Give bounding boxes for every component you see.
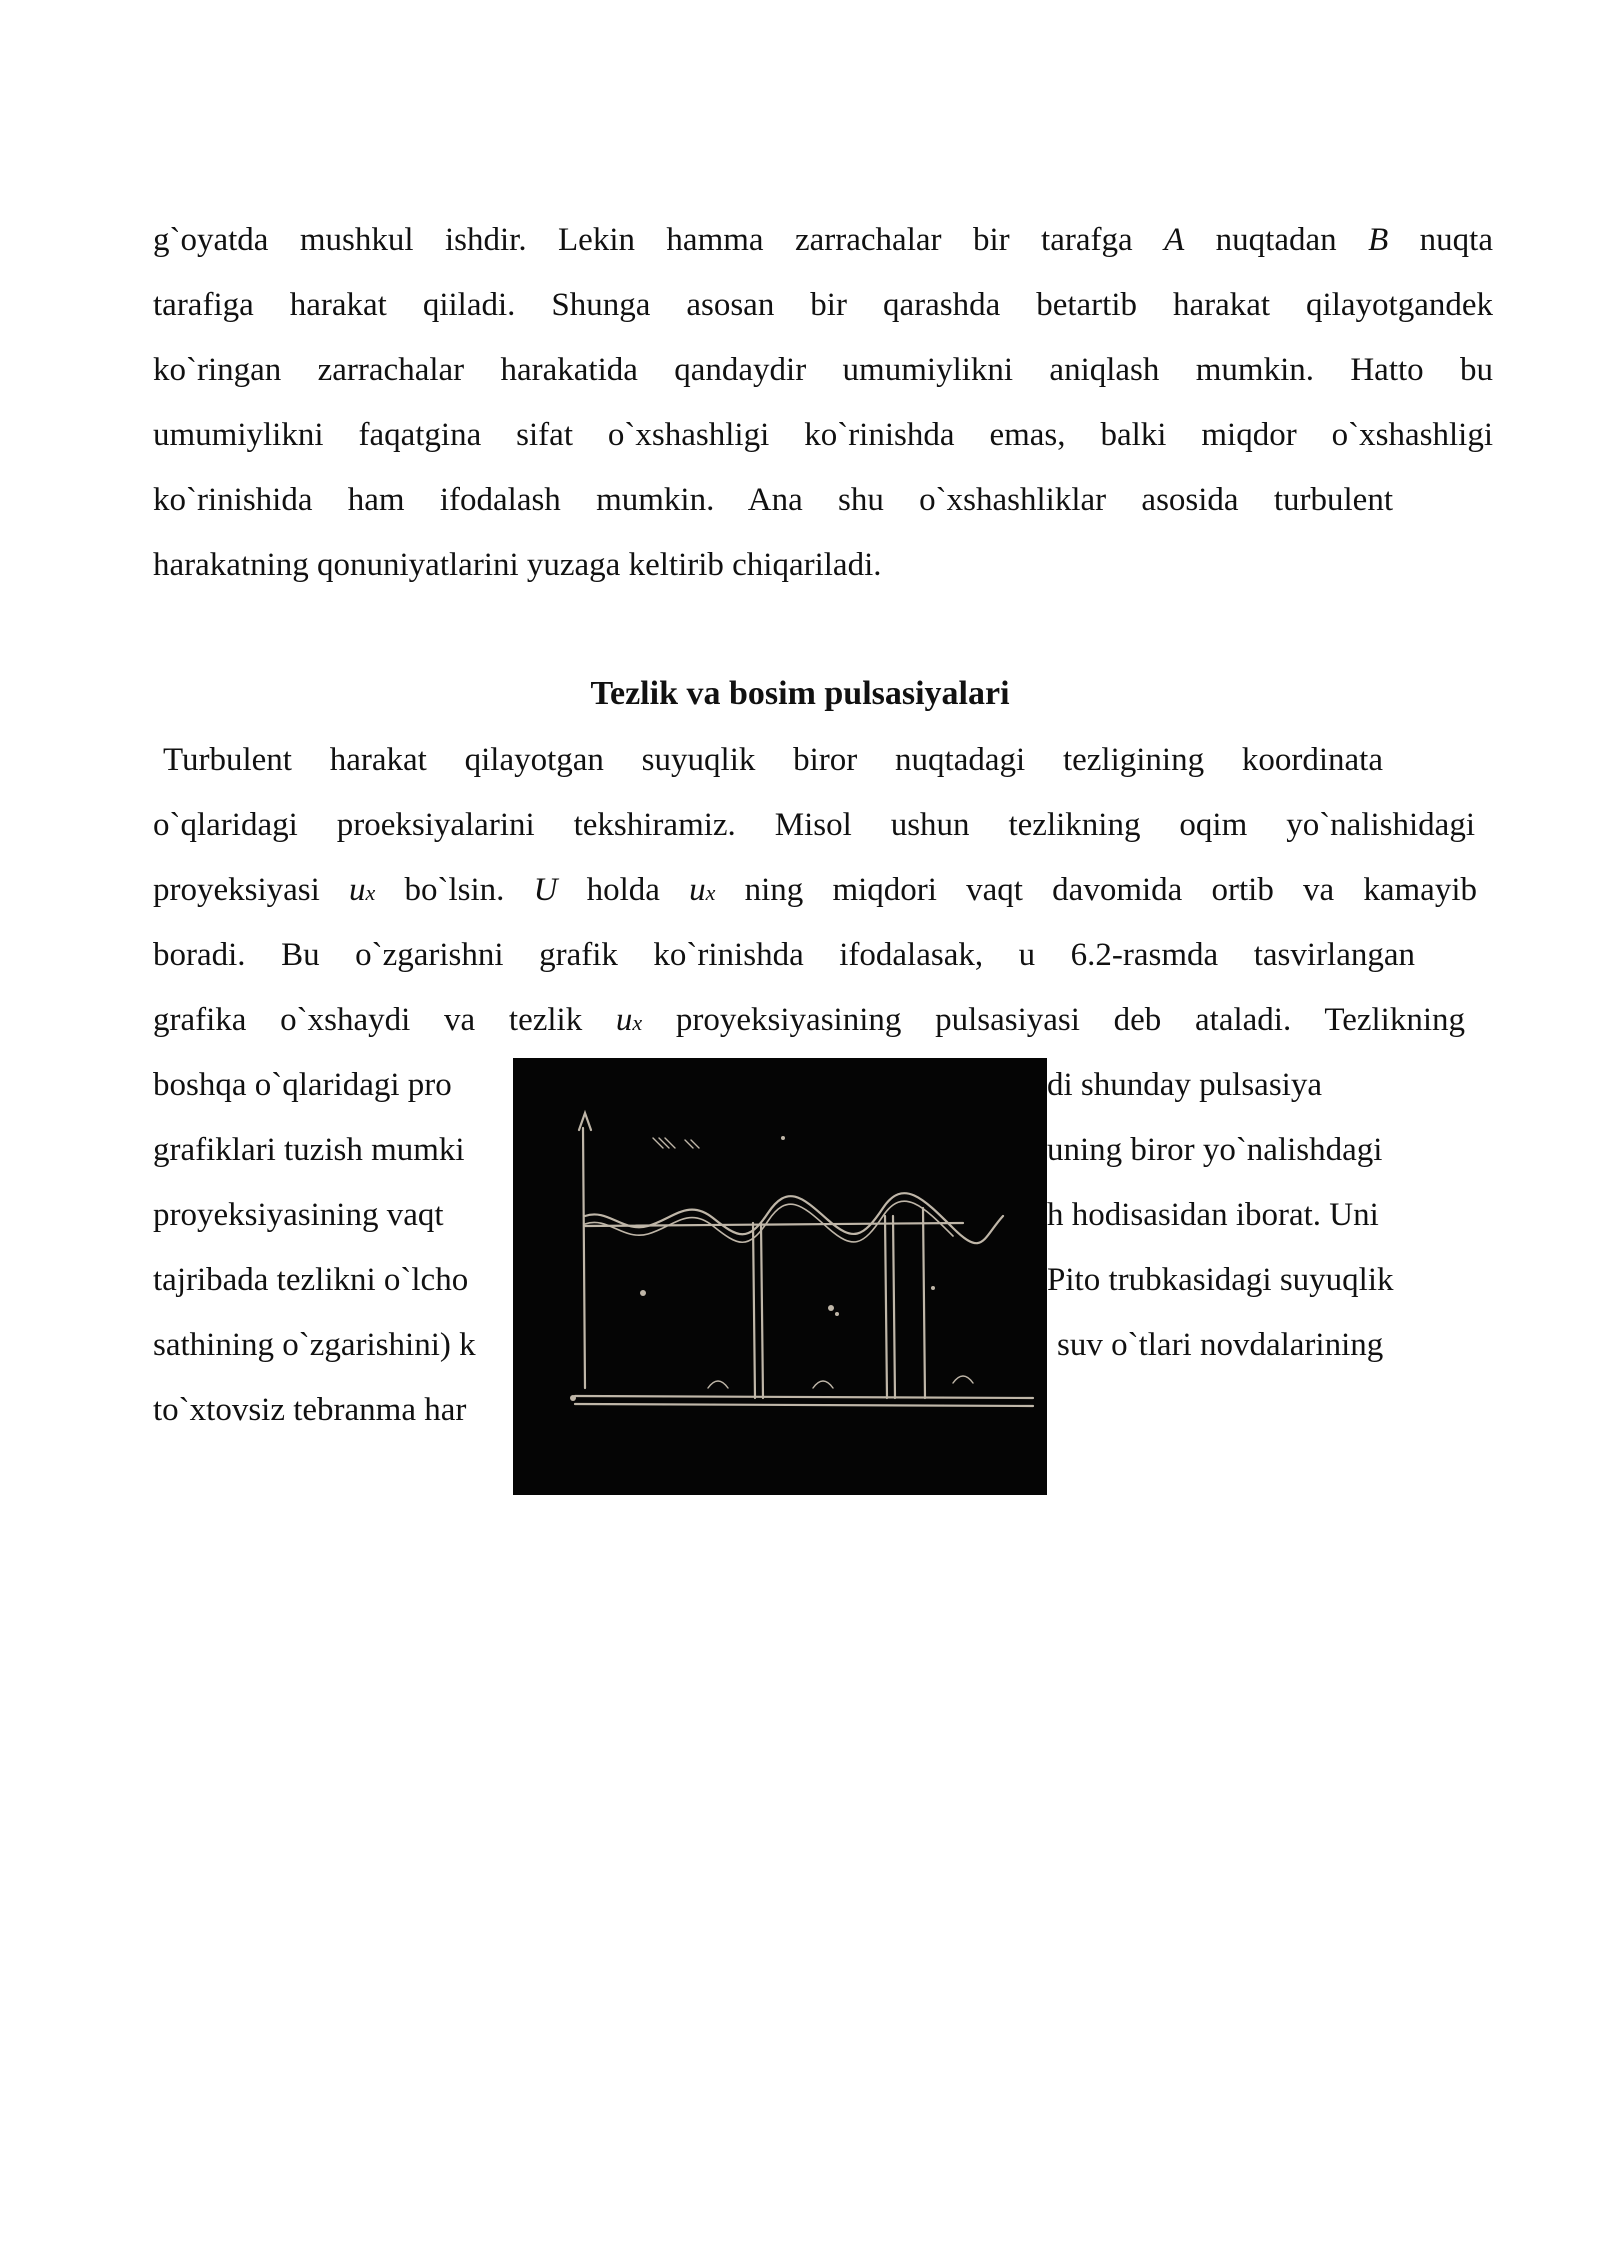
text-line: Turbulent harakat qilayotgan suyuqlik biror nuqtadagi tezligining koordinata (163, 742, 1383, 778)
symbol-u: u (615, 1002, 633, 1038)
text-line: ko`rinishida ham ifodalash mumkin. Ana shu o`xshashliklar asosida turbulent (153, 482, 1393, 518)
subscript-x: x (705, 880, 716, 905)
text-line-left: proyeksiyasining vaqt (153, 1197, 444, 1233)
text-line-left: grafiklari tuzish mumki (153, 1132, 465, 1168)
text-segment: grafika o`xshaydi va tezlik (153, 1002, 616, 1038)
text-line: umumiylikni faqatgina sifat o`xshashligi ko`rinishda emas, balki miqdor o`xshashligi (153, 417, 1493, 453)
time-marker (753, 1223, 763, 1398)
text-segment: holda (557, 872, 690, 908)
text-line-left: to`xtovsiz tebranma har (153, 1392, 467, 1428)
symbol-u: u (689, 872, 706, 908)
text-line: ko`ringan zarrachalar harakatida qandaydir umumiylikni aniqlash mumkin. Hatto bu (153, 352, 1493, 388)
vertical-axis (579, 1113, 591, 1388)
mean-line (585, 1223, 963, 1226)
text-line-right: Pito trubkasidagi suyuqlik (1047, 1262, 1394, 1298)
text-line-right: di shunday pulsasiya (1047, 1067, 1322, 1103)
text-line: o`qlaridagi proeksiyalarini tekshiramiz. Misol ushun tezlikning oqim yo`nalishidagi (153, 807, 1475, 843)
time-marker (923, 1208, 925, 1398)
text-line (153, 1000, 1465, 1043)
text-line-left: sathining o`zgarishini) k (153, 1327, 476, 1363)
text-line: harakatning qonuniyatlarini yuzaga keltirib chiqariladi. (153, 547, 882, 583)
text-segment: proyeksiyasining pulsasiyasi deb ataladi. Tezlikning (642, 1002, 1465, 1038)
subscript-x: x (632, 1010, 643, 1035)
point-label: B (1368, 222, 1389, 258)
section-heading: Tezlik va bosim pulsasiyalari (590, 675, 1010, 712)
text-line-right: uning biror yo`nalishdagi (1047, 1132, 1383, 1168)
text-line (153, 870, 1477, 913)
text-line-left: tajribada tezlikni o`lcho (153, 1262, 469, 1298)
text-segment: bo`lsin. (375, 872, 534, 908)
horizontal-axis (575, 1396, 1033, 1406)
pulsation-curve (585, 1193, 1003, 1243)
text-segment: nuqta (1388, 222, 1493, 258)
subscript-x: x (365, 880, 376, 905)
text-line (153, 220, 1493, 260)
symbol-U: U (533, 872, 558, 908)
text-line: boradi. Bu o`zgarishni grafik ko`rinishda ifodalasak, u 6.2-rasmda tasvirlangan (153, 937, 1415, 973)
text-line-right: suv o`tlari novdalarining (1057, 1327, 1384, 1363)
pulsation-graph-figure (513, 1058, 1047, 1495)
text-segment: g`oyatda mushkul ishdir. Lekin hamma zarrachalar bir tarafga (153, 222, 1165, 258)
point-label: A (1164, 222, 1185, 258)
pulsation-graph-drawing (513, 1058, 1047, 1495)
text-line-left: boshqa o`qlaridagi pro (153, 1067, 452, 1103)
time-marker (885, 1216, 895, 1398)
text-line-right: h hodisasidan iborat. Uni (1047, 1197, 1379, 1233)
text-line: tarafiga harakat qiiladi. Shunga asosan bir qarashda betartib harakat qilayotgandek (153, 287, 1493, 323)
symbol-u: u (349, 872, 366, 908)
text-segment: ning miqdori vaqt davomida ortib va kamayib (715, 872, 1477, 908)
text-segment: proyeksiyasi (153, 872, 349, 908)
text-segment: nuqtadan (1184, 222, 1369, 258)
